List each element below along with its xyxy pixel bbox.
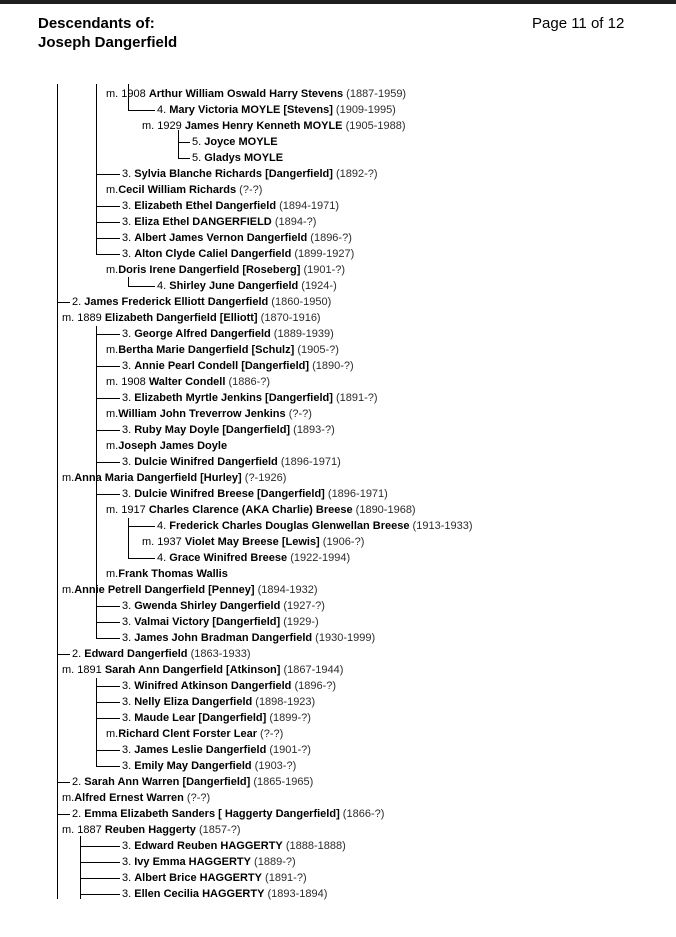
row-prefix: 3. [122,888,135,900]
life-dates: (?-?) [257,728,284,740]
spouse-row [62,792,210,805]
life-dates: (1901-?) [300,264,346,276]
life-dates: (1867-1944) [280,664,344,676]
life-dates: (1901-?) [266,744,311,756]
row-prefix: 3. [122,744,135,756]
person-name: Ivy Emma HAGGERTY [134,856,251,868]
tree-connector-branch [80,846,120,847]
row-prefix: 4. [157,552,170,564]
report-title [38,14,177,52]
row-prefix: 3. [122,168,135,180]
person-row [157,520,473,533]
tree-connector-branch [96,702,120,703]
life-dates: (1870-1916) [257,312,321,324]
tree-connector-trunk [57,84,58,899]
life-dates: (1924-) [298,280,337,292]
tree-connector-trunk [178,130,179,159]
row-prefix: 2. [72,808,85,820]
person-name: Emma Elizabeth Sanders [ Haggerty Dangerfield] [84,808,340,820]
person-name: Winifred Atkinson Dangerfield [134,680,292,692]
tree-connector-branch [80,894,120,895]
person-name: Annie Petrell Dangerfield [Penney] [74,584,255,596]
person-name: Frank Thomas Wallis [118,568,228,580]
life-dates: (?-?) [236,184,263,196]
person-name: Violet May Breese [Lewis] [184,536,320,548]
person-name: George Alfred Dangerfield [134,328,271,340]
row-prefix: 3. [122,200,135,212]
tree-connector-trunk [128,518,129,559]
row-prefix: 4. [157,280,170,292]
row-prefix: m. [106,264,119,276]
life-dates: (1857-?) [195,824,241,836]
tree-connector-trunk [96,678,97,767]
tree-connector-branch [96,254,120,255]
tree-connector-branch [96,638,120,639]
row-prefix: 3. [122,232,135,244]
person-name: Dulcie Winifred Breese [Dangerfield] [134,488,325,500]
life-dates: (1890-?) [309,360,354,372]
spouse-row [106,88,406,101]
person-name: Annie Pearl Condell [Dangerfield] [134,360,310,372]
person-name: Eliza Ethel DANGERFIELD [134,216,272,228]
spouse-row [62,664,343,677]
row-prefix: m. [106,728,119,740]
row-prefix: 3. [122,632,135,644]
person-row [192,152,283,165]
life-dates: (?-?) [183,792,211,804]
life-dates: (1906-?) [319,536,365,548]
row-prefix: m. 1908 [106,88,149,100]
row-prefix: m. 1887 [62,824,105,836]
life-dates: (?-1926) [241,472,287,484]
tree-connector-branch [128,526,155,527]
person-name: Edward Dangerfield [84,648,188,660]
life-dates: (1896-1971) [277,456,341,468]
tree-connector-branch [57,302,70,303]
row-prefix: 3. [122,712,135,724]
person-row [122,168,378,181]
person-row [192,136,278,149]
row-prefix: m. [106,184,119,196]
tree-connector-branch [128,110,155,111]
spouse-row [142,120,406,133]
person-row [122,840,346,853]
life-dates: (1889-?) [251,856,296,868]
row-prefix: 3. [122,248,135,260]
person-row [122,744,311,757]
person-name: Mary Victoria MOYLE [Stevens] [169,104,333,116]
spouse-row [62,824,241,837]
person-name: Alfred Ernest Warren [74,792,184,804]
tree-connector-branch [57,782,70,783]
tree-connector-branch [96,462,120,463]
person-name: Sarah Ann Dangerfield [Atkinson] [104,664,281,676]
row-prefix: 3. [122,424,135,436]
tree-connector-branch [96,686,120,687]
person-row [122,856,296,869]
tree-connector-branch [178,158,190,159]
person-name: Richard Clent Forster Lear [118,728,257,740]
person-row [122,232,352,245]
person-name: Albert James Vernon Dangerfield [134,232,308,244]
person-row [72,648,251,661]
person-row [122,600,325,613]
spouse-row [106,264,345,277]
person-name: Charles Clarence (AKA Charlie) Breese [148,504,353,516]
person-name: Ellen Cecilia HAGGERTY [134,888,265,900]
person-name: James John Bradman Dangerfield [134,632,313,644]
person-row [122,696,315,709]
person-name: Gwenda Shirley Dangerfield [134,600,281,612]
life-dates: (1929-) [280,616,319,628]
row-prefix: m. [62,792,75,804]
row-prefix: 3. [122,328,135,340]
row-prefix: 2. [72,776,85,788]
life-dates: (1894-1932) [254,584,318,596]
tree-connector-branch [96,606,120,607]
life-dates: (1903-?) [251,760,297,772]
person-row [122,328,334,341]
person-row [122,680,336,693]
row-prefix: m. 1937 [142,536,185,548]
person-name: Nelly Eliza Dangerfield [134,696,253,708]
life-dates: (1909-1995) [332,104,396,116]
tree-connector-branch [96,494,120,495]
life-dates: (1896-?) [307,232,352,244]
life-dates: (?-?) [285,408,312,420]
person-name: Sylvia Blanche Richards [Dangerfield] [134,168,333,180]
spouse-row [106,568,228,581]
tree-connector-branch [96,622,120,623]
life-dates: (1860-1950) [268,296,332,308]
page-number: Page 11 of 12 [532,15,625,32]
spouse-row [106,344,339,357]
row-prefix: 3. [122,600,135,612]
life-dates: (1896-1971) [324,488,388,500]
person-name: Walter Condell [148,376,226,388]
tree-connector-trunk [96,84,97,255]
row-prefix: 4. [157,104,170,116]
person-row [72,808,384,821]
row-prefix: m. [106,568,119,580]
person-name: James Frederick Elliott Dangerfield [84,296,269,308]
person-name: Frederick Charles Douglas Glenwellan Breese [169,520,410,532]
person-row [72,776,313,789]
person-name: Elizabeth Dangerfield [Elliott] [104,312,258,324]
row-prefix: 3. [122,696,135,708]
person-name: Cecil William Richards [118,184,237,196]
person-row [122,888,327,901]
person-name: Elizabeth Myrtle Jenkins [Dangerfield] [134,392,333,404]
row-prefix: 3. [122,840,135,852]
row-prefix: 3. [122,760,135,772]
row-prefix: 5. [192,136,205,148]
tree-connector-branch [80,878,120,879]
life-dates: (1891-?) [332,392,378,404]
life-dates: (1899-1927) [291,248,355,260]
spouse-row [62,584,318,597]
tree-connector-branch [96,398,120,399]
row-prefix: 3. [122,360,135,372]
life-dates: (1891-?) [261,872,307,884]
person-name: Gladys MOYLE [204,152,284,164]
person-row [122,760,296,773]
row-prefix: m. 1889 [62,312,105,324]
row-prefix: 2. [72,648,85,660]
person-name: Joyce MOYLE [204,136,278,148]
life-dates: (1896-?) [291,680,337,692]
person-name: James Leslie Dangerfield [134,744,267,756]
person-name: Alton Clyde Caliel Dangerfield [134,248,292,260]
life-dates: (1899-?) [266,712,311,724]
life-dates: (1866-?) [339,808,385,820]
row-prefix: 3. [122,616,135,628]
person-row [157,104,396,117]
tree-connector-branch [96,750,120,751]
row-prefix: 4. [157,520,170,532]
row-prefix: m. [62,472,75,484]
row-prefix: m. [106,440,119,452]
person-row [122,632,375,645]
person-row [157,280,337,293]
tree-connector-branch [57,814,70,815]
row-prefix: m. 1917 [106,504,149,516]
person-row [122,616,319,629]
life-dates: (1922-1994) [287,552,351,564]
tree-connector-branch [96,430,120,431]
spouse-row [62,312,321,325]
row-prefix: m. 1908 [106,376,149,388]
life-dates: (1905-?) [294,344,339,356]
life-dates: (1930-1999) [312,632,376,644]
tree-connector-branch [178,142,190,143]
person-name: Joseph James Doyle [118,440,228,452]
tree-connector-branch [96,238,120,239]
person-name: Edward Reuben HAGGERTY [134,840,283,852]
row-prefix: 3. [122,872,135,884]
person-row [122,872,307,885]
person-name: Albert Brice HAGGERTY [134,872,262,884]
person-name: Maude Lear [Dangerfield] [134,712,267,724]
person-name: Sarah Ann Warren [Dangerfield] [84,776,251,788]
life-dates: (1898-1923) [252,696,316,708]
life-dates: (1863-1933) [187,648,251,660]
life-dates: (1890-1968) [352,504,416,516]
spouse-row [106,440,227,453]
row-prefix: 3. [122,216,135,228]
row-prefix: m. 1929 [142,120,185,132]
person-name: Reuben Haggerty [104,824,196,836]
person-row [122,216,316,229]
spouse-row [106,504,416,517]
row-prefix: m. [106,344,119,356]
tree-connector-branch [96,334,120,335]
person-row [122,424,335,437]
row-prefix: 2. [72,296,85,308]
person-name: James Henry Kenneth MOYLE [184,120,343,132]
person-row [122,248,354,261]
spouse-row [106,408,312,421]
row-prefix: m. 1891 [62,664,105,676]
tree-connector-branch [96,366,120,367]
spouse-row [106,728,283,741]
person-name: Emily May Dangerfield [134,760,252,772]
report-title-line1: Descendants of: [38,15,155,32]
window-top-edge [0,0,676,4]
person-name: Elizabeth Ethel Dangerfield [134,200,277,212]
life-dates: (1905-1988) [342,120,406,132]
row-prefix: m. [62,584,75,596]
tree-connector-branch [96,174,120,175]
person-name: Doris Irene Dangerfield [Roseberg] [118,264,301,276]
row-prefix: 5. [192,152,205,164]
life-dates: (1927-?) [280,600,325,612]
person-row [122,712,311,725]
spouse-row [62,472,286,485]
person-row [122,360,354,373]
life-dates: (1887-1959) [343,88,407,100]
life-dates: (1894-?) [271,216,317,228]
row-prefix: m. [106,408,119,420]
tree-connector-branch [96,718,120,719]
person-row [122,488,388,501]
spouse-row [106,376,270,389]
life-dates: (1865-1965) [250,776,314,788]
spouse-row [106,184,262,197]
life-dates: (1893-?) [290,424,335,436]
tree-connector-branch [80,862,120,863]
person-row [122,456,341,469]
tree-connector-branch [128,286,155,287]
person-name: Anna Maria Dangerfield [Hurley] [74,472,242,484]
person-row [157,552,350,565]
person-name: Bertha Marie Dangerfield [Schulz] [118,344,295,356]
row-prefix: 3. [122,456,135,468]
person-name: Dulcie Winifred Dangerfield [134,456,278,468]
row-prefix: 3. [122,488,135,500]
spouse-row [142,536,364,549]
row-prefix: 3. [122,392,135,404]
row-prefix: 3. [122,680,135,692]
tree-connector-branch [57,654,70,655]
tree-connector-branch [96,766,120,767]
person-row [122,200,339,213]
person-name: Arthur William Oswald Harry Stevens [148,88,344,100]
person-name: Grace Winifred Breese [169,552,288,564]
row-prefix: 3. [122,856,135,868]
person-name: Valmai Victory [Dangerfield] [134,616,281,628]
person-name: Ruby May Doyle [Dangerfield] [134,424,291,436]
tree-connector-branch [128,558,155,559]
report-title-line2: Joseph Dangerfield [38,34,178,51]
person-name: William John Treverrow Jenkins [118,408,286,420]
person-name: Shirley June Dangerfield [169,280,299,292]
person-row [72,296,331,309]
life-dates: (1892-?) [332,168,378,180]
life-dates: (1889-1939) [270,328,334,340]
tree-connector-branch [96,206,120,207]
life-dates: (1893-1894) [264,888,328,900]
life-dates: (1913-1933) [409,520,473,532]
person-row [122,392,378,405]
tree-connector-branch [96,222,120,223]
life-dates: (1886-?) [225,376,271,388]
life-dates: (1894-1971) [276,200,340,212]
life-dates: (1888-1888) [282,840,346,852]
